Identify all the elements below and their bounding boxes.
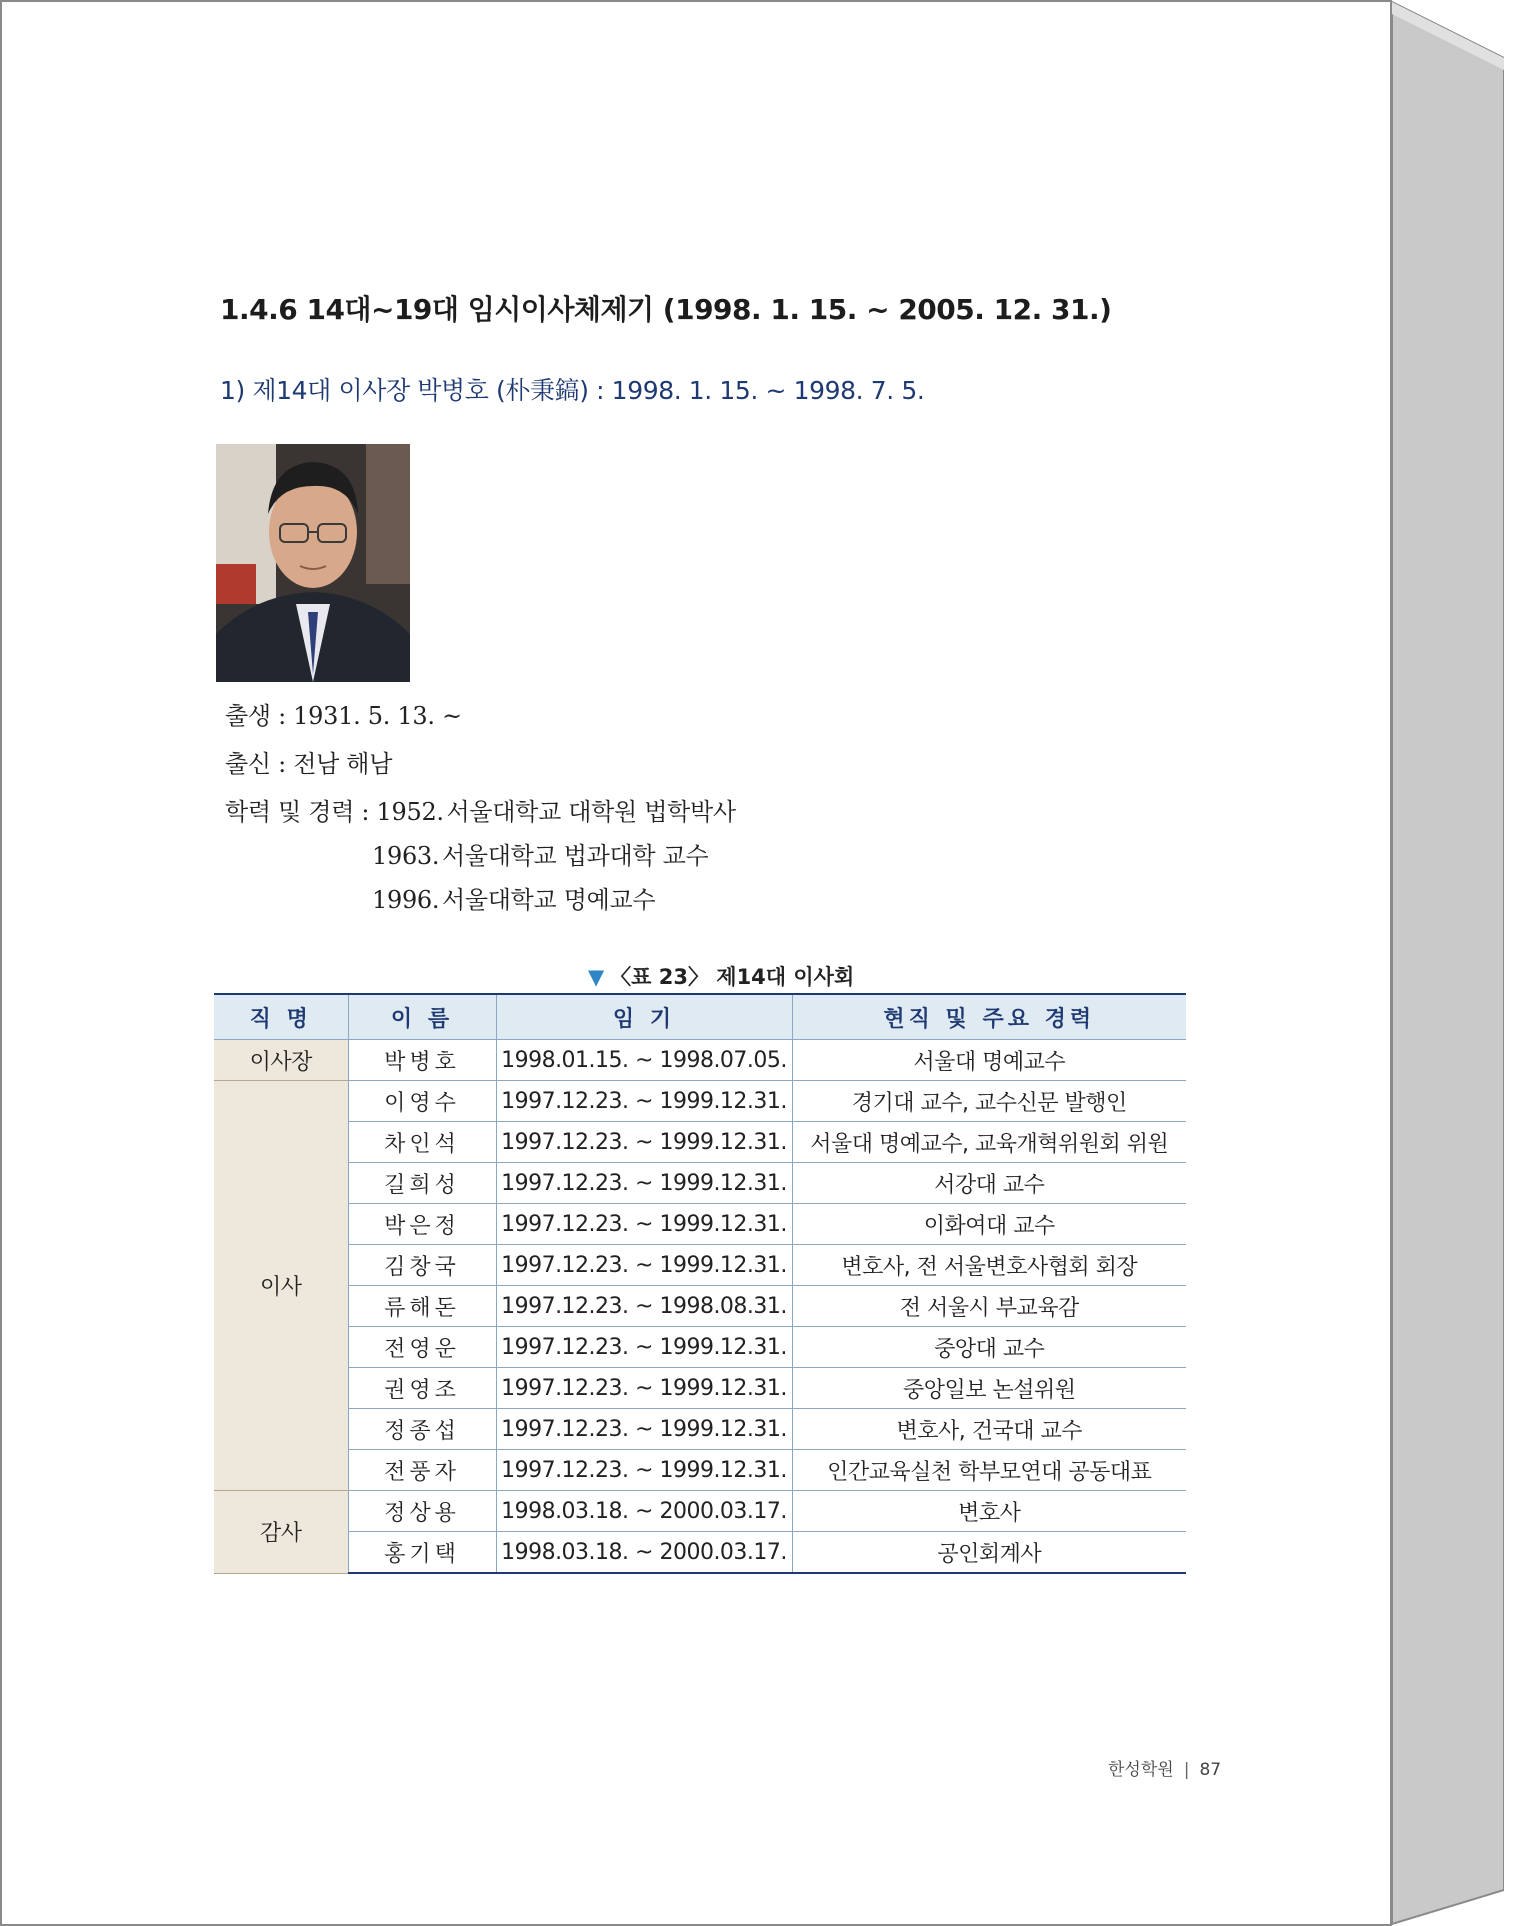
table-row bbox=[214, 1163, 1186, 1204]
page-footer bbox=[1108, 1755, 1221, 1780]
page-number: 87 bbox=[1199, 1760, 1222, 1780]
term-cell: 1997.12.23. ~ 1999.12.31. bbox=[496, 1163, 792, 1204]
term-cell: 1997.12.23. ~ 1999.12.31. bbox=[496, 1450, 792, 1491]
career-cell: 중앙대 교수 bbox=[792, 1327, 1186, 1368]
career-text: 서울대학교 법과대학 교수 bbox=[442, 842, 709, 870]
name-cell: 전풍자 bbox=[348, 1450, 496, 1491]
career-year: 1963. bbox=[372, 842, 440, 870]
table-row bbox=[214, 1286, 1186, 1327]
footer-book-title: 한성학원 bbox=[1108, 1760, 1174, 1780]
name-cell: 김창국 bbox=[348, 1245, 496, 1286]
position-cell: 감사 bbox=[214, 1491, 348, 1574]
career-cell: 공인회계사 bbox=[792, 1532, 1186, 1574]
section-heading: 1.4.6 14대~19대 임시이사체제기 (1998. 1. 15. ~ 2005. 12. 31.) bbox=[220, 293, 1112, 326]
header-name: 이 름 bbox=[348, 994, 496, 1040]
table-header-row bbox=[214, 994, 1186, 1040]
table-row bbox=[214, 1368, 1186, 1409]
career-cell: 변호사 bbox=[792, 1491, 1186, 1532]
table-row bbox=[214, 1081, 1186, 1122]
name-cell: 정종섭 bbox=[348, 1409, 496, 1450]
name-cell: 권영조 bbox=[348, 1368, 496, 1409]
career-text: 서울대학교 대학원 법학박사 bbox=[446, 798, 736, 826]
career-cell: 이화여대 교수 bbox=[792, 1204, 1186, 1245]
page-stack-edge bbox=[1392, 0, 1504, 1926]
table-row bbox=[214, 1409, 1186, 1450]
table-row bbox=[214, 1532, 1186, 1574]
career-cell: 경기대 교수, 교수신문 발행인 bbox=[792, 1081, 1186, 1122]
term-cell: 1997.12.23. ~ 1999.12.31. bbox=[496, 1368, 792, 1409]
table-row bbox=[214, 1450, 1186, 1491]
name-cell: 박은정 bbox=[348, 1204, 496, 1245]
position-cell: 이사장 bbox=[214, 1040, 348, 1081]
career-label: 학력 및 경력 : bbox=[225, 798, 377, 826]
career-cell: 서울대 명예교수 bbox=[792, 1040, 1186, 1081]
table-row bbox=[214, 1491, 1186, 1532]
footer-separator: | bbox=[1183, 1760, 1190, 1780]
name-cell: 이영수 bbox=[348, 1081, 496, 1122]
name-cell: 박병호 bbox=[348, 1040, 496, 1081]
chairman-portrait-photo bbox=[216, 444, 410, 682]
position-cell: 이사 bbox=[214, 1081, 348, 1491]
header-term: 임 기 bbox=[496, 994, 792, 1040]
board-members-table bbox=[214, 993, 1186, 1574]
term-cell: 1997.12.23. ~ 1999.12.31. bbox=[496, 1122, 792, 1163]
name-cell: 차인석 bbox=[348, 1122, 496, 1163]
subsection-heading: 1) 제14대 이사장 박병호 (朴秉鎬) : 1998. 1. 15. ~ 1998. 7. 5. bbox=[220, 376, 925, 405]
birth-info: 출생 : 1931. 5. 13. ~ bbox=[225, 702, 462, 730]
term-cell: 1998.03.18. ~ 2000.03.17. bbox=[496, 1491, 792, 1532]
career-text: 서울대학교 명예교수 bbox=[442, 886, 656, 914]
term-cell: 1997.12.23. ~ 1999.12.31. bbox=[496, 1204, 792, 1245]
table-row bbox=[214, 1245, 1186, 1286]
name-cell: 류해돈 bbox=[348, 1286, 496, 1327]
header-position: 직 명 bbox=[214, 994, 348, 1040]
name-cell: 홍기택 bbox=[348, 1532, 496, 1574]
term-cell: 1997.12.23. ~ 1998.08.31. bbox=[496, 1286, 792, 1327]
caption-text: 〈표 23〉 제14대 이사회 bbox=[610, 965, 855, 989]
table-caption bbox=[588, 961, 854, 991]
career-year: 1996. bbox=[372, 886, 440, 914]
name-cell: 전영운 bbox=[348, 1327, 496, 1368]
term-cell: 1997.12.23. ~ 1999.12.31. bbox=[496, 1409, 792, 1450]
term-cell: 1997.12.23. ~ 1999.12.31. bbox=[496, 1327, 792, 1368]
table-row bbox=[214, 1327, 1186, 1368]
name-cell: 정상용 bbox=[348, 1491, 496, 1532]
term-cell: 1998.03.18. ~ 2000.03.17. bbox=[496, 1532, 792, 1574]
career-cell: 전 서울시 부교육감 bbox=[792, 1286, 1186, 1327]
term-cell: 1997.12.23. ~ 1999.12.31. bbox=[496, 1245, 792, 1286]
career-line-2 bbox=[372, 836, 708, 871]
header-career: 현직 및 주요 경력 bbox=[792, 994, 1186, 1040]
name-cell: 길희성 bbox=[348, 1163, 496, 1204]
table-row bbox=[214, 1040, 1186, 1081]
career-cell: 변호사, 건국대 교수 bbox=[792, 1409, 1186, 1450]
career-cell: 인간교육실천 학부모연대 공동대표 bbox=[792, 1450, 1186, 1491]
term-cell: 1997.12.23. ~ 1999.12.31. bbox=[496, 1081, 792, 1122]
table-row bbox=[214, 1122, 1186, 1163]
term-cell: 1998.01.15. ~ 1998.07.05. bbox=[496, 1040, 792, 1081]
caption-triangle-icon: ▼ bbox=[588, 965, 605, 989]
career-year: 1952. bbox=[376, 798, 444, 826]
career-line-3 bbox=[372, 880, 655, 915]
table-row bbox=[214, 1204, 1186, 1245]
table-body bbox=[214, 1040, 1186, 1574]
career-cell: 서울대 명예교수, 교육개혁위원회 위원 bbox=[792, 1122, 1186, 1163]
origin-info: 출신 : 전남 해남 bbox=[225, 750, 393, 778]
career-cell: 중앙일보 논설위원 bbox=[792, 1368, 1186, 1409]
career-cell: 변호사, 전 서울변호사협회 회장 bbox=[792, 1245, 1186, 1286]
career-cell: 서강대 교수 bbox=[792, 1163, 1186, 1204]
career-line-1 bbox=[225, 792, 736, 827]
